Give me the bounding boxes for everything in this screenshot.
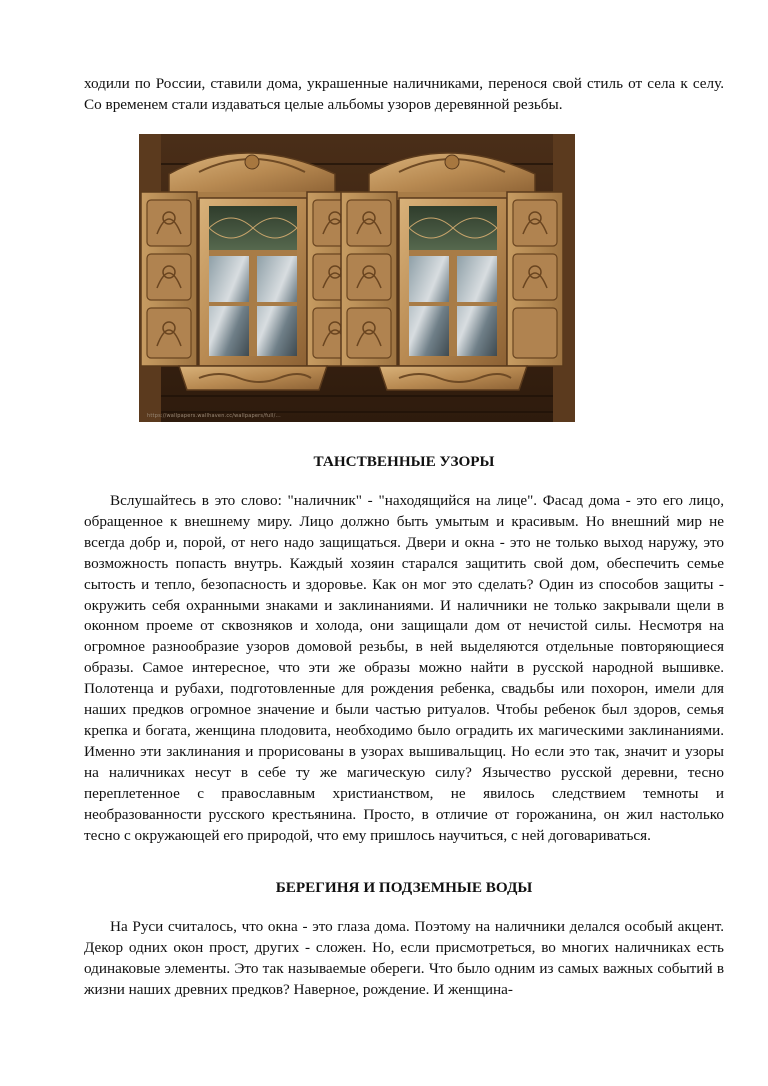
intro-paragraph: ходили по России, ставили дома, украшенные наличниками, перенося свой стиль от села к селу. Со временем стали издаваться целые альбомы узоров деревянной резьбы. [84,75,724,113]
section-heading-bereginya: БЕРЕГИНЯ И ПОДЗЕМНЫЕ ВОДЫ [275,879,533,896]
section-paragraph-bereginya: На Руси считалось, что окна - это глаза дома. Поэтому на наличники делался особый акцент. Декор одних окон прост, других - сложен. Но, если присмотреться, во многих наличниках есть одинаковые элементы. Это так называемые обереги. Что было одним из самых важных событий в жизни наших древних предков? Наверное, рождение. И женщина- [84,918,724,998]
section-paragraph-mysterious-patterns: Вслушайтесь в это слово: "наличник" - "находящийся на лице". Фасад дома - это его лицо, обращенное к внешнему миру. Лицо должно быть умытым и красивым. Но внешний мир не всегда добр и, порой, от него надо защищаться. Двери и окна - это не только выход наружу, это возможность попасть внутрь. Каждый хозяин старался защитить свой дом, обеспечить семье сытость и тепло, безопасность и здоровье. Как он мог это сделать? Один из способов защиты - окружить себя охранными знаками и заклинаниями. И наличники не только закрывали щели в оконном проеме от сквозняков и холода, они защищали дом от нечистой силы. Несмотря на огромное разнообразие узоров домовой резьбы, в ней выделяются отдельные повторяющиеся образы. Самое интересное, что эти же образы можно найти в русской народной вышивке. Полотенца и рубахи, подготовленные для рождения ребенка, свадьбы или похорон, имели для наших предков огромное значение и были частью ритуалов. Чтобы ребенок был здоров, семья крепка и богата, женщина плодовита, необходимо было оградить их магическими заклинаниями. Именно эти заклинания и прорисованы в узорах вышивальщиц. Но если это так, значит и узоры на наличниках несут в себе ту же магическую силу? Язычество русской деревни, тесно переплетенное с православным христианством, не явилось следствием темноты и необразованности русского крестьянина. Просто, в отличие от горожанина, он жил настолько тесно с окружающей его природой, что ему пришлось научиться, с ней договариваться. [84,492,724,844]
window-illustration [139,134,575,422]
photo-caption: https://wallpapers.wallhaven.cc/wallpapers/full/... [147,413,281,419]
carved-window-photo [139,134,575,422]
right-window [341,153,563,390]
left-window [141,153,363,390]
section-heading-mysterious-patterns: ТАНСТВЕННЫЕ УЗОРЫ [313,453,495,470]
